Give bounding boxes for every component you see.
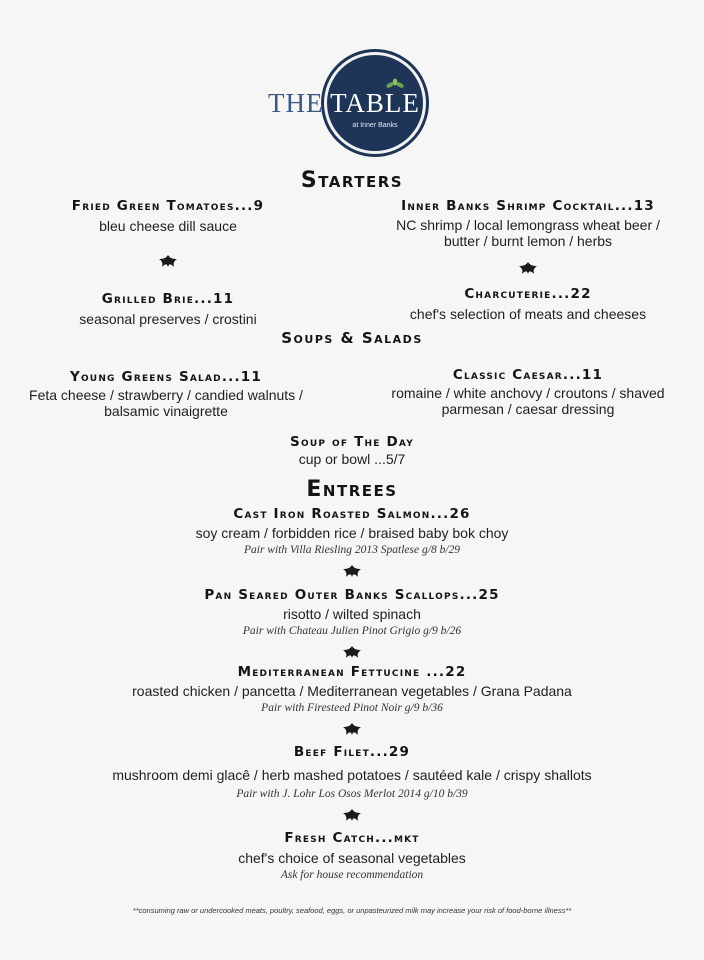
menu-item-fresh-catch [0, 830, 704, 883]
logo-circle [324, 52, 426, 154]
item-description: soy cream / forbidden rice / braised baby bok choy [195, 525, 509, 541]
wine-pairing: Pair with Chateau Julien Pinot Grigio g/9 b/26 [242, 625, 462, 637]
menu-item-classic-caesar [364, 367, 692, 417]
item-description: chef's choice of seasonal vegetables [238, 850, 466, 866]
menu-item-scallops [0, 587, 704, 659]
wine-pairing: Pair with Villa Riesling 2013 Spatlese g/8 b/29 [243, 544, 461, 556]
item-description-line1: NC shrimp / local lemongrass wheat beer / [396, 217, 660, 233]
logo-the-text: THE [268, 88, 324, 118]
wine-pairing: Ask for house recommendation [280, 869, 424, 881]
item-title: Classic Caesar...11 [452, 367, 604, 383]
item-title: Mediterranean Fettucine ...22 [237, 664, 467, 680]
item-title: Grilled Brie...11 [101, 291, 235, 307]
menu-item-charcuterie [368, 286, 688, 322]
item-description: bleu cheese dill sauce [99, 218, 237, 234]
menu-item-beef-filet [0, 744, 704, 822]
item-title: Fresh Catch...mkt [284, 830, 420, 846]
menu-item-fettucine [0, 664, 704, 736]
menu-item-shrimp-cocktail [368, 198, 688, 249]
menu-item-fried-green-tomatoes [20, 198, 316, 234]
item-title: Pan Seared Outer Banks Scallops...25 [204, 587, 500, 603]
fleuron-icon [341, 722, 363, 736]
section-title-soups-salads: Soups & Salads [281, 329, 423, 347]
item-description-line1: Feta cheese / strawberry / candied walnuts / [29, 387, 303, 403]
item-title: Inner Banks Shrimp Cocktail...13 [401, 198, 655, 214]
fleuron-icon [341, 645, 363, 659]
item-title: Soup of The Day [290, 434, 414, 450]
menu-item-soup-of-the-day [152, 434, 552, 467]
item-description-line2: butter / burnt lemon / herbs [443, 233, 613, 249]
item-description-line1: romaine / white anchovy / croutons / shaved [391, 385, 665, 401]
item-description: risotto / wilted spinach [283, 606, 421, 622]
item-description-line2: parmesan / caesar dressing [441, 401, 615, 417]
logo-subtitle: at Inner Banks [352, 122, 398, 129]
item-title: Cast Iron Roasted Salmon...26 [233, 506, 471, 522]
item-description: roasted chicken / pancetta / Mediterranean vegetables / Grana Padana [132, 683, 572, 699]
menu-item-grilled-brie [20, 291, 316, 327]
item-title: Fried Green Tomatoes...9 [71, 198, 265, 214]
item-title: Beef Filet...29 [293, 744, 411, 760]
section-title-starters: Starters [300, 168, 404, 193]
restaurant-logo [268, 52, 458, 160]
item-description: mushroom demi glacê / herb mashed potatoes / sautéed kale / crispy shallots [112, 767, 592, 783]
menu-item-salmon [0, 506, 704, 578]
wine-pairing: Pair with Firesteed Pinot Noir g/9 b/36 [261, 702, 443, 714]
fleuron-icon [517, 261, 539, 275]
item-description: chef's selection of meats and cheeses [409, 306, 647, 322]
item-title: Young Greens Salad...11 [69, 369, 262, 385]
wine-pairing: Pair with J. Lohr Los Osos Merlot 2014 g/10 b/39 [236, 788, 468, 800]
item-description: seasonal preserves / crostini [79, 311, 257, 327]
food-safety-footnote: **consuming raw or undercooked meats, poultry, seafood, eggs, or unpasteurized milk may increase your risk of food-borne illness** [132, 906, 572, 915]
menu-item-young-greens-salad [6, 369, 326, 419]
section-title-entrees: Entrees [306, 477, 398, 502]
item-description: cup or bowl ...5/7 [298, 451, 406, 467]
item-description-line2: balsamic vinaigrette [104, 403, 228, 419]
fleuron-icon [341, 808, 363, 822]
item-title: Charcuterie...22 [464, 286, 592, 302]
fleuron-icon [157, 254, 179, 268]
logo-table-text: TABLE [330, 88, 420, 118]
fleuron-icon [341, 564, 363, 578]
